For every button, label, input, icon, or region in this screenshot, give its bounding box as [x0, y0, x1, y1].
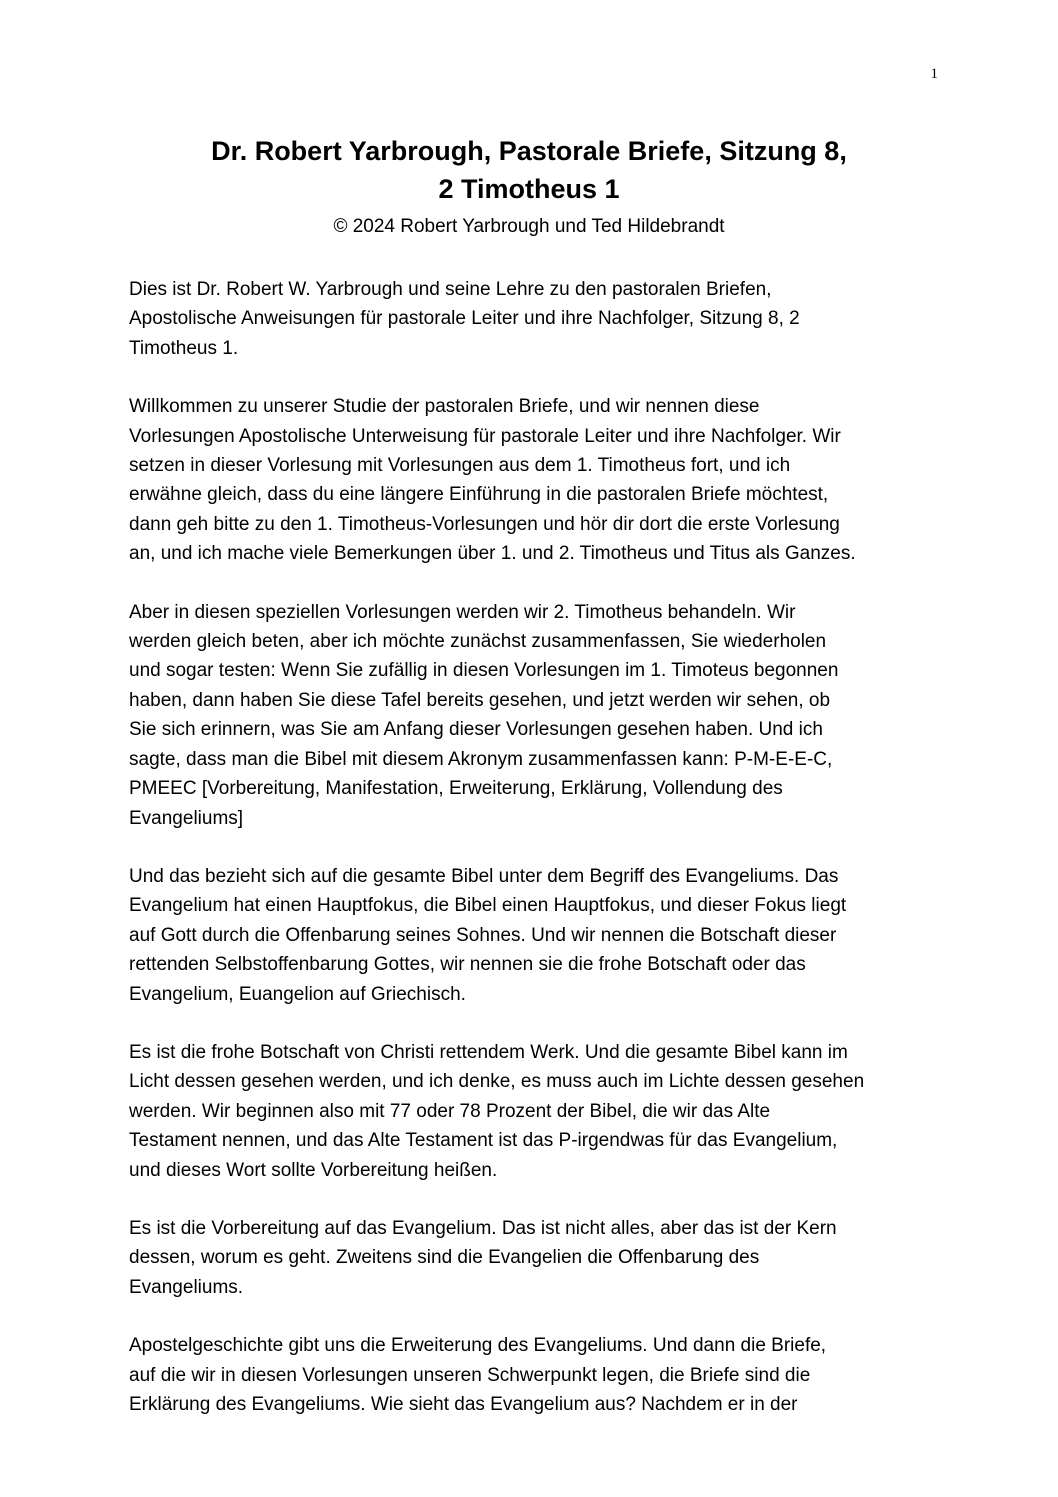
text-line: Evangeliums] — [129, 807, 244, 829]
text-line: auf Gott durch die Offenbarung seines Sohnes. Und wir nennen die Botschaft dieser — [129, 924, 837, 946]
text-line: und sogar testen: Wenn Sie zufällig in diesen Vorlesungen im 1. Timoteus begonnen — [129, 660, 839, 682]
text-line: Evangeliums. — [129, 1276, 244, 1298]
text-line: Dies ist Dr. Robert W. Yarbrough und seine Lehre zu den pastoralen Briefen, — [129, 279, 772, 300]
paragraph-acts — [129, 1331, 937, 1419]
text-line: Timotheus 1. — [129, 337, 239, 359]
text-line: PMEEC [Vorbereitung, Manifestation, Erweiterung, Erklärung, Vollendung des — [129, 778, 783, 800]
paragraph-good-news — [129, 1038, 937, 1185]
text-line: Evangelium hat einen Hauptfokus, die Bibel einen Hauptfokus, und dieser Fokus liegt — [129, 895, 847, 917]
paragraph-intro — [129, 275, 937, 363]
copyright-notice: © 2024 Robert Yarbrough und Ted Hildebrandt — [333, 216, 725, 237]
text-line: Vorlesungen Apostolische Unterweisung für pastorale Leiter und ihre Nachfolger. Wir — [129, 425, 841, 447]
text-line: auf die wir in diesen Vorlesungen unseren Schwerpunkt legen, die Briefe sind die — [129, 1364, 811, 1386]
text-line: Und das bezieht sich auf die gesamte Bibel unter dem Begriff des Evangeliums. Das — [129, 865, 839, 887]
text-line: rettenden Selbstoffenbarung Gottes, wir nennen sie die frohe Botschaft oder das — [129, 954, 806, 976]
text-line: Testament nennen, und das Alte Testament ist das P-irgendwas für das Evangelium, — [129, 1130, 838, 1152]
text-line: Apostelgeschichte gibt uns die Erweiterung des Evangeliums. Und dann die Briefe, — [129, 1335, 827, 1357]
text-line: werden. Wir beginnen also mit 77 oder 78 Prozent der Bibel, die wir das Alte — [129, 1100, 771, 1122]
text-line: Licht dessen gesehen werden, und ich denke, es muss auch im Lichte dessen gesehen — [129, 1071, 865, 1093]
text-line: dann geh bitte zu den 1. Timotheus-Vorlesungen und hör dir dort die erste Vorlesung — [129, 513, 840, 535]
text-line: Evangelium, Euangelion auf Griechisch. — [129, 983, 466, 1005]
document-title-line-2: 2 Timotheus 1 — [438, 174, 620, 204]
text-line: Willkommen zu unserer Studie der pastoralen Briefe, und wir nennen diese — [129, 396, 760, 418]
text-line: und dieses Wort sollte Vorbereitung heißen. — [129, 1159, 498, 1181]
text-line: dessen, worum es geht. Zweitens sind die Evangelien die Offenbarung des — [129, 1247, 760, 1269]
text-line: Es ist die frohe Botschaft von Christi rettendem Werk. Und die gesamte Bibel kann im — [129, 1041, 848, 1063]
text-line: Sie sich erinnern, was Sie am Anfang dieser Vorlesungen gesehen haben. Und ich — [129, 719, 823, 741]
document-body — [129, 275, 937, 1448]
text-line: Apostolische Anweisungen für pastorale Leiter und ihre Nachfolger, Sitzung 8, 2 — [129, 308, 800, 330]
text-line: Erklärung des Evangeliums. Wie sieht das Evangelium aus? Nachdem er in der — [129, 1394, 798, 1415]
document-header — [129, 132, 929, 241]
text-line: haben, dann haben Sie diese Tafel bereits gesehen, und jetzt werden wir sehen, ob — [129, 689, 831, 711]
text-line: werden gleich beten, aber ich möchte zunächst zusammenfassen, Sie wiederholen — [129, 631, 827, 653]
text-line: Es ist die Vorbereitung auf das Evangelium. Das ist nicht alles, aber das ist der Kern — [129, 1217, 837, 1239]
document-title-line-1: Dr. Robert Yarbrough, Pastorale Briefe, Sitzung 8, — [211, 136, 847, 166]
text-line: setzen in dieser Vorlesung mit Vorlesungen aus dem 1. Timotheus fort, und ich — [129, 455, 791, 477]
paragraph-preparation — [129, 1214, 937, 1302]
text-line: an, und ich mache viele Bemerkungen über 1. und 2. Timotheus und Titus als Ganzes. — [129, 543, 856, 565]
text-line: sagte, dass man die Bibel mit diesem Akronym zusammenfassen kann: P-M-E-E-C, — [129, 748, 833, 770]
paragraph-gospel — [129, 862, 937, 1009]
text-line: erwähne gleich, dass du eine längere Einführung in die pastoralen Briefe möchtest, — [129, 484, 829, 506]
paragraph-summary — [129, 598, 937, 833]
paragraph-welcome — [129, 392, 937, 568]
text-line: Aber in diesen speziellen Vorlesungen werden wir 2. Timotheus behandeln. Wir — [129, 601, 796, 623]
page-number: 1 — [930, 66, 938, 82]
